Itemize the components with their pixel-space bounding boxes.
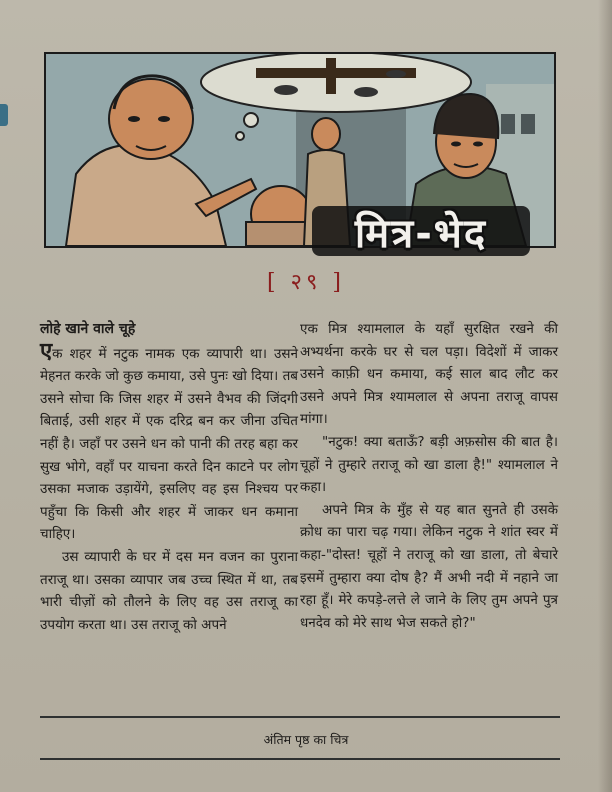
dropcap: ए [40,338,53,364]
right-column [300,318,558,634]
paragraph-1 [40,338,298,546]
page-edge-shadow [598,0,612,792]
binding-mark [0,104,8,126]
paragraph-2: उस व्यापारी के घर में दस मन वजन का पुराना तराजू था। उसका व्यापार जब उच्च स्थित में था, तब भारी चीज़ों को तौलने के लिए वह उस तराजू का उपयोग करता था। उस तराजू को अपने [40,548,298,633]
footer-caption: अंतिम पृष्ठ का चित्र [263,732,349,747]
story-heading: लोहे खाने वाले चूहे [40,321,136,337]
left-column [40,318,298,636]
footer-rule-top [40,716,560,718]
story-title: मित्र-भेद [354,210,488,257]
paragraph-1-text: क शहर में नटुक नामक एक व्यापारी था। उसने मेहनत करके जो कुछ कमाया, उसे पुनः खो दिया। तब उसने सोचा कि जिस शहर में उसने वैभव की जिंदगी बिताई, उसी शहर में एक दरिद्र बन कर जीना उचित नहीं है। जहाँ पर उसने धन को पानी की तरह बहा कर सुख भोगे, वहाँ पर याचना करते दिन काटने पर लोग उसका मजाक उड़ायेंगे, इसलिए वह इस निश्चय पर पहुँचा कि किसी और शहर में जाकर धन कमाना चाहिए। [40,345,298,543]
chapter-number: [ २९ ] [266,270,346,295]
paragraph-4: "नटुक! क्या बताऊँ? बड़ी अफ़सोस की बात है। चूहों ने तुम्हारे तराजू को खा डाला है!" श्यामलाल ने कहा। [300,433,558,496]
paragraph-5: अपने मित्र के मुँह से यह बात सुनते ही उसके क्रोध का पारा चढ़ गया। लेकिन नटुक ने शांत स्वर में कहा-"दोस्त! चूहों ने तराजू को खा डाला, तो बेचारे इसमें तुम्हारा क्या दोष है? मैं अभी नदी में नहाने जा रहा हूँ। मेरे कपड़े-लत्ते ले जाने के लिए तुम अपने पुत्र धनदेव को मेरे साथ भेज सकते हो?" [300,501,558,631]
footer-rule-bottom [40,758,560,760]
paragraph-3: एक मित्र श्यामलाल के यहाँ सुरक्षित रखने की अभ्यर्थना करके घर से चल पड़ा। विदेशों में जाकर उसने काफ़ी धन कमाया, कई साल बाद लौट कर उसने अपने मित्र श्यामलाल से अपना तराजू वापस मांगा। [300,321,558,428]
